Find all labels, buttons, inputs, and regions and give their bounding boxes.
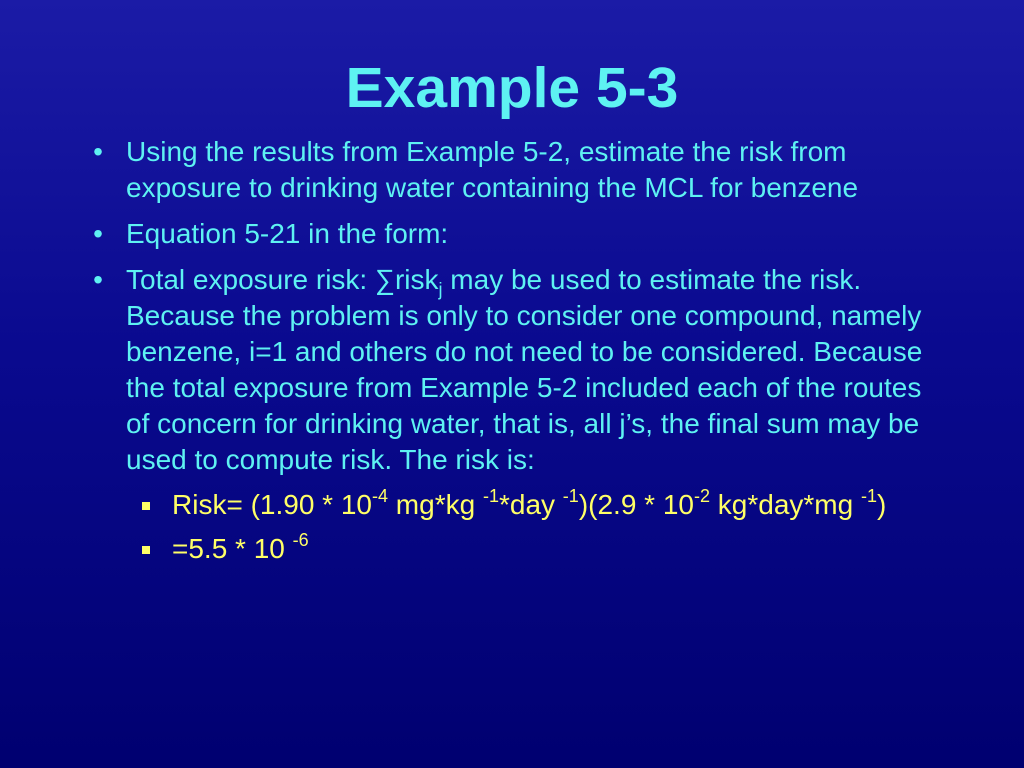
eq-part-2: mg*kg [388, 489, 483, 520]
eq-exp-4: -2 [693, 485, 710, 506]
sub-bullet-item-1 [88, 485, 948, 522]
sum-symbol: ∑ [375, 264, 395, 295]
bullet-item-1 [88, 134, 948, 206]
risk-result [172, 529, 309, 564]
bullet-text-2: Equation 5-21 in the form: [126, 218, 449, 249]
bullet-3-rest: may be used to estimate the risk. Because the problem is only to consider one compound, namely benzene, i=1 and others do not need to be considered. Because the total exposure from Example 5-2 included each of the routes of concern for drinking water, that is, all j’s, the final sum may be used to compute risk. The risk is: [126, 264, 923, 475]
sub-bullet-item-2 [88, 529, 948, 566]
subscript-j: j [438, 279, 443, 300]
risk-equation [172, 485, 887, 520]
eq-exp-3: -1 [562, 485, 579, 506]
bullet-3-prefix: Total exposure risk: [126, 264, 375, 295]
bullet-item-3 [88, 262, 948, 566]
slide-title: Example 5-3 [345, 56, 679, 120]
eq-exp-5: -1 [860, 485, 877, 506]
square-bullet-icon [142, 502, 150, 510]
eq-part-5: kg*day*mg [710, 489, 861, 520]
result-part-1: =5.5 * 10 [172, 533, 293, 564]
result-exp-1: -6 [292, 529, 309, 550]
eq-part-4: )(2.9 * 10 [578, 489, 694, 520]
eq-part-6: ) [876, 489, 887, 520]
eq-part-1: Risk= (1.90 * 10 [172, 489, 372, 520]
square-bullet-icon [142, 546, 150, 554]
bullet-dot-icon: • [93, 218, 103, 249]
eq-part-3: *day [498, 489, 563, 520]
bullet-text-1: Using the results from Example 5-2, estimate the risk from exposure to drinking water containing the MCL for benzene [126, 136, 859, 203]
eq-exp-2: -1 [482, 485, 499, 506]
eq-exp-1: -4 [372, 485, 389, 506]
bullet-dot-icon: • [93, 264, 103, 295]
bullet-text-3 [126, 264, 922, 475]
sub-bullet-list [88, 485, 948, 566]
bullet-item-2 [88, 216, 948, 252]
bullet-dot-icon: • [93, 136, 103, 167]
bullet-list [88, 134, 948, 576]
risk-word: risk [394, 264, 439, 295]
